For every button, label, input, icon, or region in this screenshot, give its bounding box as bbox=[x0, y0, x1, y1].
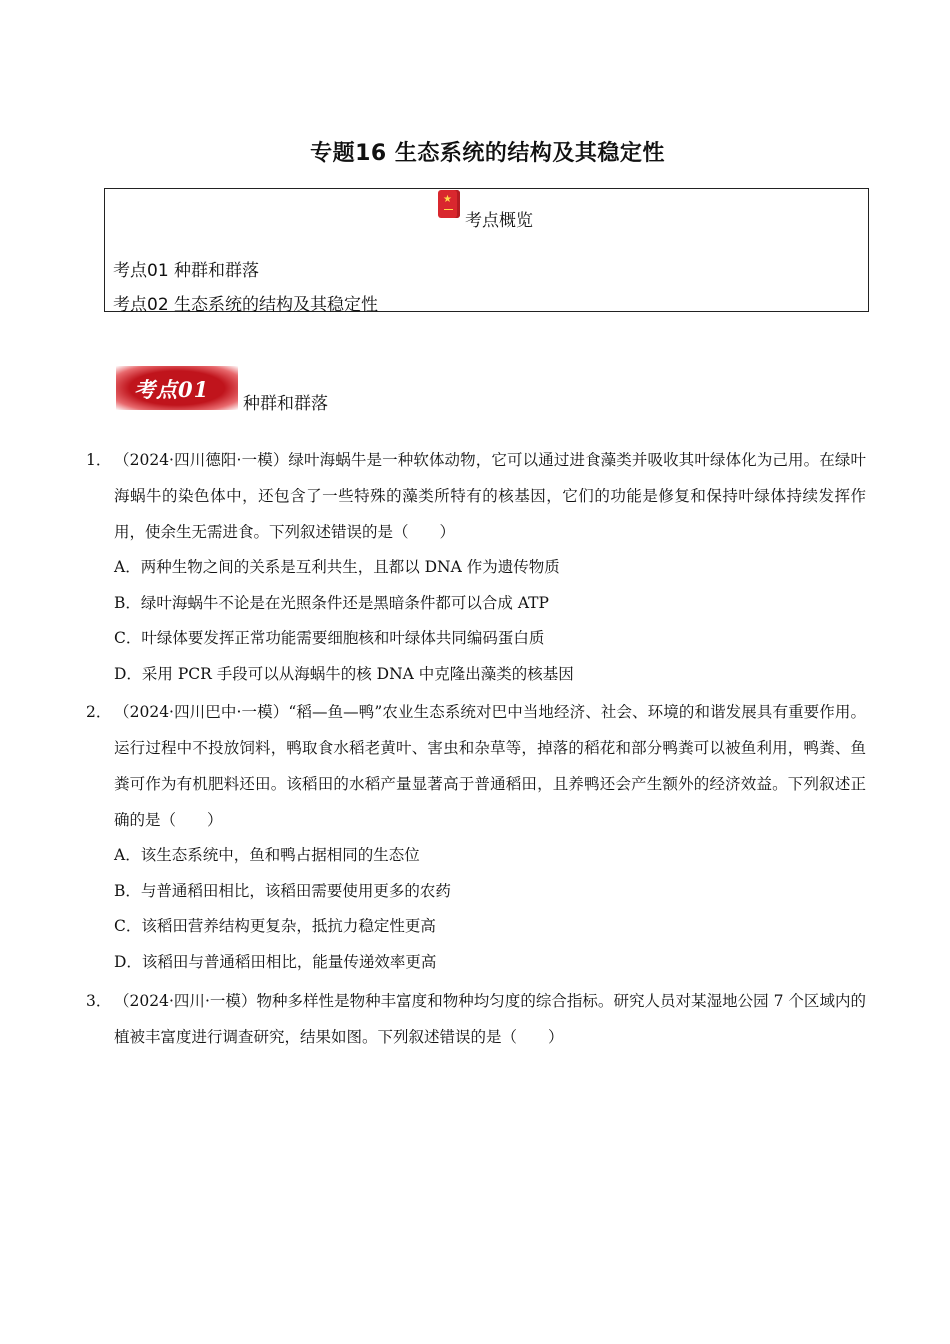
option-b: B．绿叶海蜗牛不论是在光照条件还是黑暗条件都可以合成 ATP bbox=[114, 593, 549, 612]
option-d: D．采用 PCR 手段可以从海蜗牛的核 DNA 中克隆出藻类的核基因 bbox=[114, 664, 574, 683]
question-3 bbox=[86, 983, 866, 1055]
option-d: D．该稻田与普通稻田相比，能量传递效率更高 bbox=[114, 952, 437, 971]
overview-box bbox=[104, 188, 869, 315]
question-stem: （2024·四川巴中·一模）“稻—鱼—鸭”农业生态系统对巴中当地经济、社会、环境的和谐发展具有重要作用。运行过程中不投放饲料，鸭取食水稻老黄叶、害虫和杂草等，掉落的稻花和部分鸭粪可以被鱼利用，鸭粪、鱼粪可作为有机肥料还田。该稻田的水稻产量显著高于普通稻田，且养鸭还会产生额外的经济效益。下列叙述正确的是（ ） bbox=[114, 703, 866, 829]
option-a: A．该生态系统中，鱼和鸭占据相同的生态位 bbox=[114, 846, 420, 864]
question-number: 1． bbox=[86, 451, 112, 469]
question-1 bbox=[86, 442, 866, 692]
option-a: A．两种生物之间的关系是互利共生，且都以 DNA 作为遗传物质 bbox=[114, 558, 560, 576]
page-title: 专题16 生态系统的结构及其稳定性 bbox=[310, 141, 665, 166]
overview-item-2: 考点02 生态系统的结构及其稳定性 bbox=[113, 295, 379, 315]
question-stem: （2024·四川·一模）物种多样性是物种丰富度和物种均匀度的综合指标。研究人员对某湿地公园 7 个区域内的植被丰富度进行调查研究，结果如图。下列叙述错误的是（ ） bbox=[114, 992, 866, 1046]
overview-item-1: 考点01 种群和群落 bbox=[113, 261, 260, 281]
question-stem: （2024·四川德阳·一模）绿叶海蜗牛是一种软体动物，它可以通过进食藻类并吸收其叶绿体化为己用。在绿叶海蜗牛的染色体中，还包含了一些特殊的藻类所特有的核基因，它们的功能是修复和保持叶绿体持续发挥作用，使余生无需进食。下列叙述错误的是（ ） bbox=[114, 451, 866, 541]
overview-header bbox=[105, 189, 868, 233]
option-b: B．与普通稻田相比，该稻田需要使用更多的农药 bbox=[114, 881, 451, 900]
section-badge bbox=[116, 366, 238, 410]
option-c: C．该稻田营养结构更复杂，抵抗力稳定性更高 bbox=[114, 917, 436, 935]
section-title: 种群和群落 bbox=[243, 394, 328, 414]
question-number: 3． bbox=[86, 992, 112, 1010]
question-number: 2． bbox=[86, 703, 112, 721]
option-c: C．叶绿体要发挥正常功能需要细胞核和叶绿体共同编码蛋白质 bbox=[114, 629, 545, 647]
book-icon: ★ bbox=[438, 190, 460, 218]
question-2 bbox=[86, 694, 866, 980]
section-badge-text: 考点01 bbox=[134, 377, 210, 402]
overview-label: 考点概览 bbox=[465, 211, 533, 231]
